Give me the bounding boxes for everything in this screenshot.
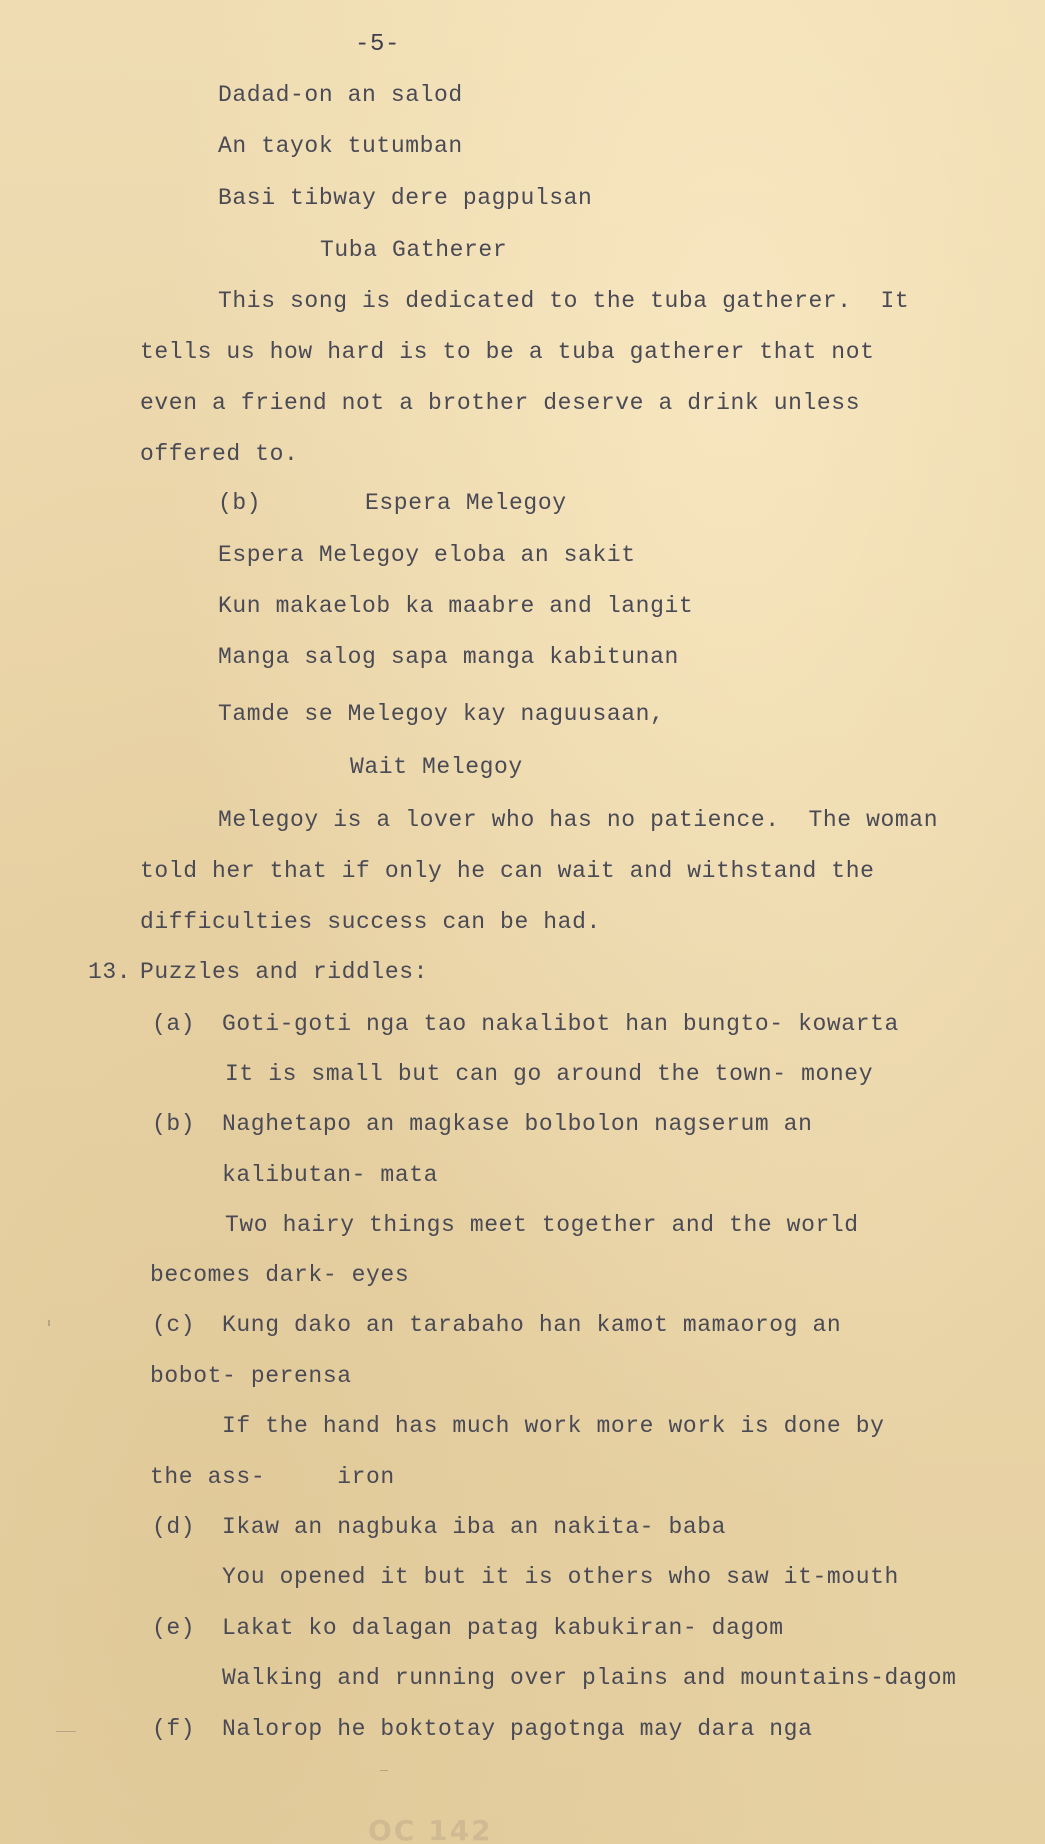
song-b-description-3: difficulties success can be had. <box>140 909 601 935</box>
riddle-b-line-1: Naghetapo an magkase bolbolon nagserum an <box>222 1111 813 1137</box>
riddle-c-line-4: the ass- iron <box>150 1464 395 1490</box>
song-a-description-1: This song is dedicated to the tuba gatherer. It <box>218 288 910 314</box>
song-a-line-3: Basi tibway dere pagpulsan <box>218 185 593 211</box>
margin-mark <box>380 1770 388 1771</box>
riddle-b-line-4: becomes dark- eyes <box>150 1262 410 1288</box>
riddle-e-line-1: Lakat ko dalagan patag kabukiran- dagom <box>222 1615 784 1641</box>
section-number: 13. <box>88 959 132 985</box>
riddle-e-label: (e) <box>152 1615 196 1641</box>
song-b-line-1: Espera Melegoy eloba an sakit <box>218 542 636 568</box>
riddle-c-line-3: If the hand has much work more work is done by <box>222 1413 885 1439</box>
archive-stamp: OC 142 <box>368 1814 493 1844</box>
riddle-a-line-2: It is small but can go around the town- money <box>225 1061 874 1087</box>
section-title: Puzzles and riddles: <box>140 959 429 985</box>
riddle-d-line-2: You opened it but it is others who saw it-mouth <box>222 1564 899 1590</box>
song-b-heading-title: Espera Melegoy <box>365 490 567 516</box>
margin-mark <box>56 1731 76 1732</box>
riddle-c-label: (c) <box>152 1312 196 1338</box>
page-number: -5- <box>355 31 401 58</box>
song-a-description-2: tells us how hard is to be a tuba gatherer that not <box>140 339 875 365</box>
riddle-c-line-1: Kung dako an tarabaho han kamot mamaorog an <box>222 1312 842 1338</box>
song-b-description-2: told her that if only he can wait and withstand the <box>140 858 875 884</box>
song-b-label: (b) <box>218 490 262 516</box>
song-b-line-2: Kun makaelob ka maabre and langit <box>218 593 694 619</box>
riddle-d-line-1: Ikaw an nagbuka iba an nakita- baba <box>222 1514 727 1540</box>
riddle-c-line-2: bobot- perensa <box>150 1363 352 1389</box>
riddle-b-line-2: kalibutan- mata <box>222 1162 439 1188</box>
riddle-f-line-1: Nalorop he boktotay pagotnga may dara nga <box>222 1716 813 1742</box>
riddle-a-label: (a) <box>152 1011 196 1037</box>
riddle-b-line-3: Two hairy things meet together and the world <box>225 1212 859 1238</box>
song-a-description-4: offered to. <box>140 441 299 467</box>
riddle-d-label: (d) <box>152 1514 196 1540</box>
song-a-description-3: even a friend not a brother deserve a drink unless <box>140 390 861 416</box>
riddle-b-label: (b) <box>152 1111 196 1137</box>
song-b-line-3: Manga salog sapa manga kabitunan <box>218 644 679 670</box>
song-b-title: Wait Melegoy <box>350 754 523 780</box>
riddle-e-line-2: Walking and running over plains and mountains-dagom <box>222 1665 957 1691</box>
song-a-line-1: Dadad-on an salod <box>218 82 463 108</box>
riddle-f-label: (f) <box>152 1716 196 1742</box>
song-a-title: Tuba Gatherer <box>320 237 508 263</box>
riddle-a-line-1: Goti-goti nga tao nakalibot han bungto- kowarta <box>222 1011 899 1037</box>
margin-mark <box>48 1320 50 1326</box>
song-b-line-4: Tamde se Melegoy kay naguusaan, <box>218 701 665 727</box>
song-a-line-2: An tayok tutumban <box>218 133 463 159</box>
song-b-description-1: Melegoy is a lover who has no patience. The woman <box>218 807 939 833</box>
